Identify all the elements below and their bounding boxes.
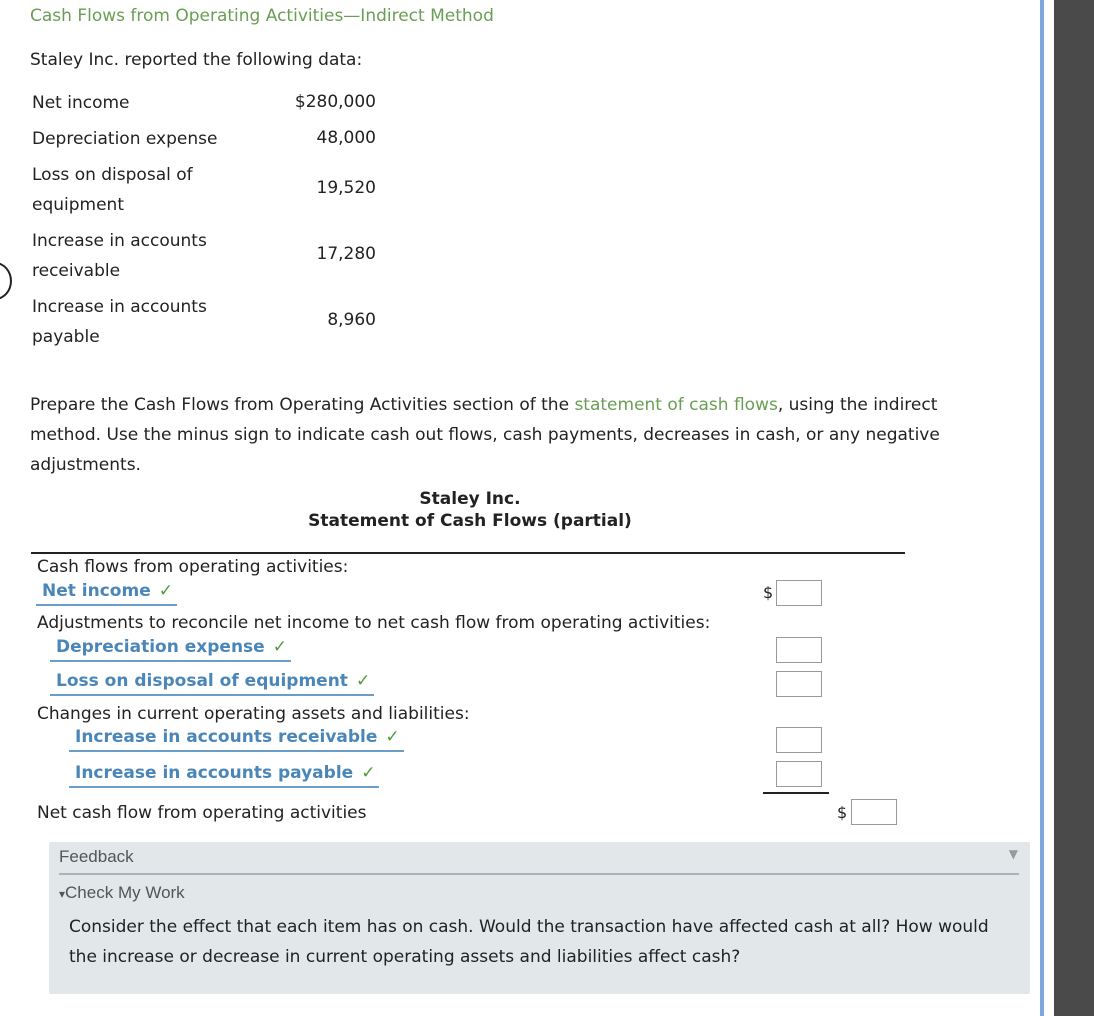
data-value-depreciation: 48,000 <box>316 128 376 148</box>
changes-header: Changes in current operating assets and liabilities: <box>37 704 470 724</box>
data-label-depreciation: Depreciation expense <box>32 129 218 149</box>
check-icon: ✓ <box>272 637 287 657</box>
page-title: Cash Flows from Operating Activities—Indirect Method <box>30 6 494 26</box>
ap-select[interactable] <box>69 762 379 788</box>
ar-input[interactable] <box>776 727 822 753</box>
net-cash-label: Net cash flow from operating activities <box>37 803 367 823</box>
ap-select-label: Increase in accounts payable <box>75 763 354 783</box>
check-icon: ✓ <box>355 671 371 691</box>
depreciation-select[interactable] <box>50 636 291 662</box>
feedback-text: Consider the effect that each item has on cash. Would the transaction have affected cash at all? How would the increase or decrease in current operating assets and liabilities affect cash? <box>69 917 989 967</box>
feedback-divider <box>59 873 1019 875</box>
net-income-input[interactable] <box>776 580 822 606</box>
loss-select-label: Loss on disposal of equipment <box>56 671 348 691</box>
total-rule <box>763 792 829 794</box>
currency-symbol: $ <box>837 803 848 822</box>
intro-text: Staley Inc. reported the following data: <box>30 50 363 70</box>
check-icon: ✓ <box>385 727 400 747</box>
chevron-down-icon: ▾ <box>59 887 66 901</box>
feedback-title: Feedback <box>59 847 134 866</box>
check-icon: ✓ <box>158 581 173 601</box>
scrollbar-track[interactable] <box>1040 0 1044 1016</box>
data-label-net-income: Net income <box>32 93 130 113</box>
side-panel <box>1054 0 1094 1016</box>
data-value-net-income: $280,000 <box>294 92 376 112</box>
data-value-loss: 19,520 <box>316 178 376 198</box>
ar-select[interactable] <box>69 726 404 752</box>
check-my-work-label: Check My Work <box>65 883 185 902</box>
net-income-select-label: Net income <box>42 581 151 601</box>
currency-symbol: $ <box>763 583 774 602</box>
ar-select-label: Increase in accounts receivable <box>75 727 378 747</box>
check-icon: ✓ <box>361 763 376 783</box>
net-cash-input[interactable] <box>851 799 897 825</box>
statement-name: Statement of Cash Flows (partial) <box>308 511 632 531</box>
instructions-text-1: Prepare the Cash Flows from Operating Activities section of the <box>30 395 575 415</box>
operating-header: Cash flows from operating activities: <box>37 557 349 577</box>
depreciation-input[interactable] <box>776 637 822 663</box>
data-value-ar: 17,280 <box>316 244 376 264</box>
data-value-ap: 8,960 <box>327 310 376 330</box>
instructions <box>30 390 1010 480</box>
ap-input[interactable] <box>776 761 822 787</box>
check-my-work-toggle[interactable] <box>59 883 185 903</box>
data-label-loss: Loss on disposal of equipment <box>32 165 193 215</box>
adjustments-header: Adjustments to reconcile net income to net cash flow from operating activities: <box>37 613 711 633</box>
company-name: Staley Inc. <box>419 489 521 509</box>
data-label-ap: Increase in accounts payable <box>32 297 207 347</box>
radio-partial[interactable] <box>0 262 12 300</box>
instructions-text-2: , using the indirect method. Use the minus sign to indicate cash out flows, cash payments, decreases in cash, or any negative adjustments. <box>30 395 940 475</box>
statement-link[interactable]: statement of cash flows <box>574 395 778 415</box>
net-income-select[interactable] <box>36 580 177 606</box>
loss-select[interactable] <box>50 670 374 696</box>
data-label-ar: Increase in accounts receivable <box>32 231 207 281</box>
loss-input[interactable] <box>776 671 822 697</box>
header-rule <box>31 552 905 554</box>
collapse-icon[interactable]: ▼ <box>1008 847 1018 861</box>
depreciation-select-label: Depreciation expense <box>56 637 265 657</box>
feedback-panel <box>49 842 1030 994</box>
